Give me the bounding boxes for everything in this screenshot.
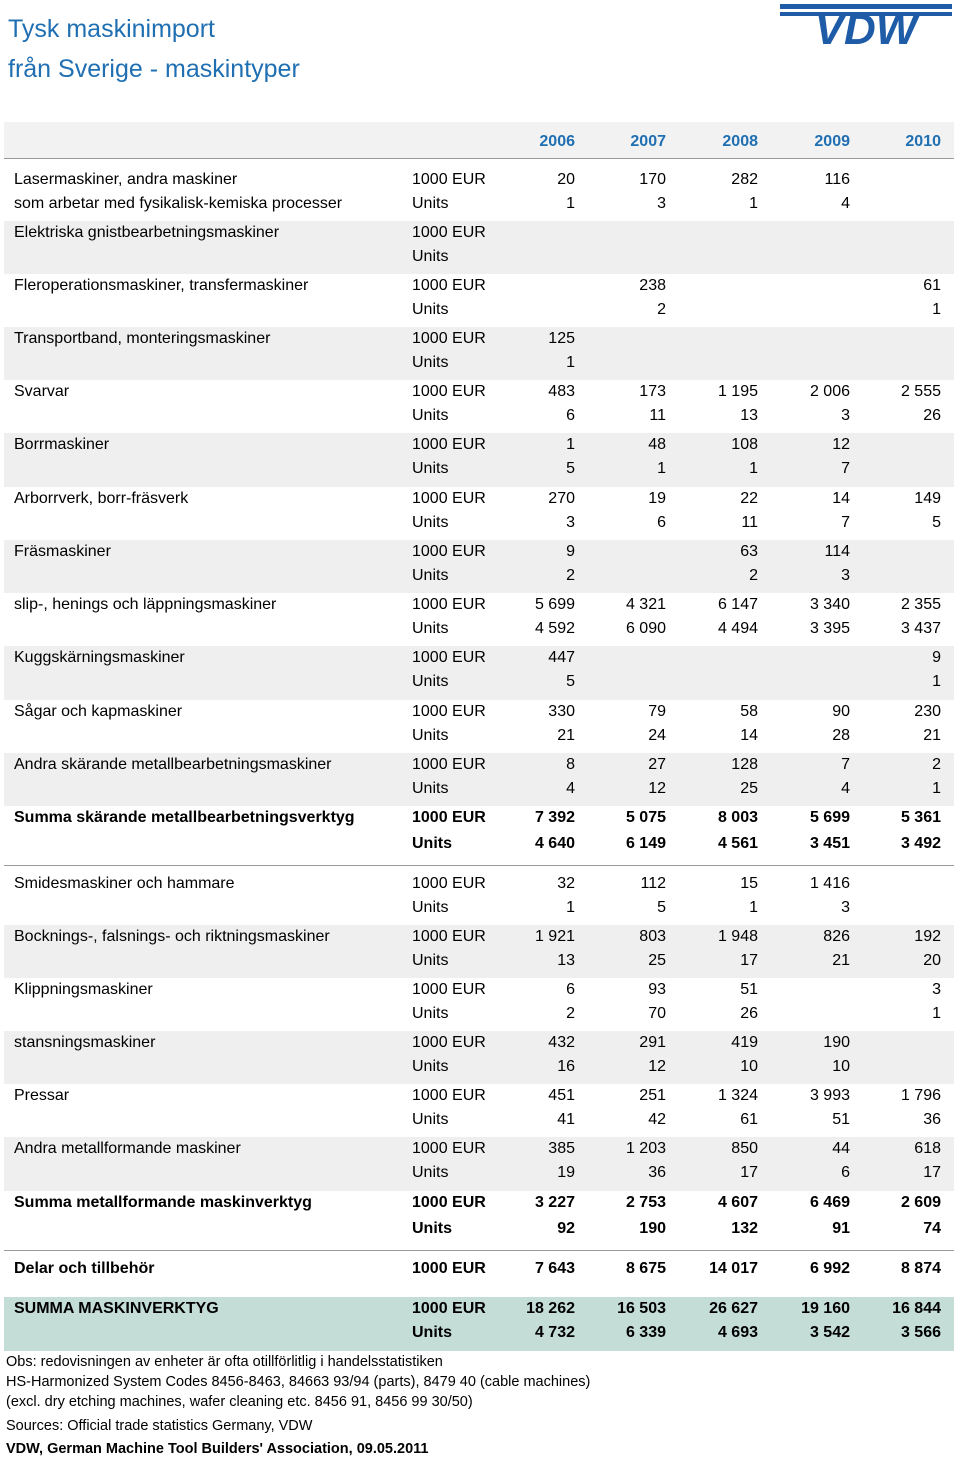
value-cell-2006: 18 262 [526, 1300, 575, 1317]
table-row [4, 593, 954, 646]
value-cell-2008: 1 [749, 195, 758, 212]
value-cell-2008: 11 [741, 514, 758, 531]
value-cell-2006: 7 392 [534, 809, 575, 826]
value-cell-2010: 5 [932, 514, 941, 531]
table-row [4, 380, 954, 433]
unit-units: Units [412, 835, 452, 852]
value-cell-2007: 16 503 [617, 1300, 666, 1317]
unit-units: Units [412, 1005, 449, 1022]
table-row [4, 433, 954, 487]
table-row [4, 646, 954, 700]
value-cell-2009: 116 [824, 171, 850, 188]
unit-units: Units [412, 727, 449, 744]
row-label: Bocknings-, falsnings- och riktningsmaskiner [14, 928, 330, 945]
value-cell-2010: 3 437 [900, 620, 941, 637]
value-cell-2008: 17 [740, 952, 758, 969]
value-cell-2009: 826 [823, 928, 850, 945]
value-cell-2009: 114 [824, 543, 850, 560]
value-cell-2010: 17 [923, 1164, 941, 1181]
value-cell-2008: 132 [731, 1220, 758, 1237]
value-cell-2006: 2 [566, 1005, 575, 1022]
value-cell-2008: 2 [749, 567, 758, 584]
unit-units: Units [412, 899, 449, 916]
value-cell-2006: 13 [557, 952, 575, 969]
unit-eur: 1000 EUR [412, 928, 486, 945]
value-cell-2006: 330 [548, 703, 575, 720]
value-cell-2008: 1 324 [717, 1087, 758, 1104]
value-cell-2008: 1 948 [717, 928, 758, 945]
value-cell-2006: 5 [566, 673, 575, 690]
value-cell-2008: 58 [740, 703, 758, 720]
value-cell-2006: 1 [566, 354, 575, 371]
value-cell-2006: 4 640 [534, 835, 575, 852]
value-cell-2006: 5 699 [534, 596, 575, 613]
value-cell-2007: 803 [639, 928, 666, 945]
unit-units: Units [412, 1164, 449, 1181]
value-cell-2010: 1 796 [900, 1087, 941, 1104]
row-label: Smidesmaskiner och hammare [14, 875, 235, 892]
unit-units: Units [412, 301, 449, 318]
value-cell-2009: 5 699 [809, 809, 850, 826]
value-cell-2007: 291 [639, 1034, 666, 1051]
value-cell-2006: 41 [557, 1111, 575, 1128]
value-cell-2006: 385 [548, 1140, 575, 1157]
value-cell-2009: 3 542 [809, 1324, 850, 1341]
sources: Sources: Official trade statistics Germany, VDW [6, 1418, 313, 1434]
unit-units: Units [412, 1111, 449, 1128]
value-cell-2009: 4 [841, 195, 850, 212]
table-row [4, 978, 954, 1031]
unit-eur: 1000 EUR [412, 490, 486, 507]
unit-units: Units [412, 354, 449, 371]
table-row [4, 753, 954, 806]
value-cell-2008: 1 195 [717, 383, 758, 400]
value-cell-2009: 3 451 [809, 835, 850, 852]
row-label: Summa metallformande maskinverktyg [14, 1194, 312, 1211]
value-cell-2006: 2 [566, 567, 575, 584]
table-row [4, 540, 954, 593]
table-row [4, 1137, 954, 1191]
value-cell-2009: 44 [832, 1140, 850, 1157]
vdw-logo-text: VDW [814, 5, 918, 46]
value-cell-2006: 4 732 [534, 1324, 575, 1341]
note-line: HS-Harmonized System Codes 8456-8463, 84663 93/94 (parts), 8479 40 (cable machines) [6, 1374, 591, 1390]
value-cell-2010: 230 [914, 703, 941, 720]
value-cell-2008: 1 [749, 460, 758, 477]
unit-eur: 1000 EUR [412, 543, 486, 560]
value-cell-2006: 5 [566, 460, 575, 477]
value-cell-2008: 4 693 [717, 1324, 758, 1341]
unit-eur: 1000 EUR [412, 1087, 486, 1104]
value-cell-2008: 15 [740, 875, 758, 892]
value-cell-2009: 1 416 [809, 875, 850, 892]
value-cell-2006: 3 [566, 514, 575, 531]
table-row [4, 925, 954, 978]
value-cell-2010: 2 609 [900, 1194, 941, 1211]
table-row [4, 1191, 954, 1251]
value-cell-2009: 190 [823, 1034, 850, 1051]
value-cell-2008: 850 [731, 1140, 758, 1157]
value-cell-2008: 61 [740, 1111, 758, 1128]
value-cell-2010: 3 566 [900, 1324, 941, 1341]
unit-units: Units [412, 407, 449, 424]
value-cell-2006: 7 643 [534, 1260, 575, 1277]
value-cell-2010: 8 874 [900, 1260, 941, 1277]
value-cell-2009: 7 [841, 756, 850, 773]
value-cell-2007: 6 090 [625, 620, 666, 637]
footer: VDW, German Machine Tool Builders' Association, 09.05.2011 [6, 1441, 429, 1457]
value-cell-2009: 2 006 [809, 383, 850, 400]
unit-units: Units [412, 195, 449, 212]
unit-units: Units [412, 460, 449, 477]
value-cell-2006: 19 [557, 1164, 575, 1181]
table-row [4, 1031, 954, 1084]
row-label: Andra skärande metallbearbetningsmaskiner [14, 756, 332, 773]
value-cell-2008: 51 [740, 981, 758, 998]
unit-units: Units [412, 514, 449, 531]
value-cell-2010: 61 [923, 277, 941, 294]
value-cell-2009: 10 [832, 1058, 850, 1075]
value-cell-2006: 4 [566, 780, 575, 797]
value-cell-2008: 63 [740, 543, 758, 560]
unit-eur: 1000 EUR [412, 224, 486, 241]
value-cell-2007: 27 [648, 756, 666, 773]
row-label-continued: som arbetar med fysikalisk-kemiska processer [14, 195, 343, 212]
value-cell-2008: 10 [740, 1058, 758, 1075]
row-label: Andra metallformande maskiner [14, 1140, 241, 1157]
value-cell-2007: 12 [648, 780, 666, 797]
unit-units: Units [412, 1220, 452, 1237]
row-label: Summa skärande metallbearbetningsverktyg [14, 809, 355, 826]
unit-eur: 1000 EUR [412, 649, 486, 666]
year-header [4, 122, 954, 159]
page-title: Tysk maskinimport [8, 15, 215, 43]
value-cell-2009: 3 [841, 407, 850, 424]
unit-eur: 1000 EUR [412, 1300, 486, 1317]
value-cell-2009: 12 [832, 436, 850, 453]
value-cell-2010: 5 361 [900, 809, 941, 826]
value-cell-2010: 74 [923, 1220, 941, 1237]
year-2006: 2006 [539, 133, 575, 150]
unit-eur: 1000 EUR [412, 1034, 486, 1051]
value-cell-2007: 190 [639, 1220, 666, 1237]
value-cell-2006: 20 [557, 171, 575, 188]
unit-eur: 1000 EUR [412, 1194, 486, 1211]
value-cell-2006: 1 [566, 195, 575, 212]
value-cell-2006: 483 [548, 383, 575, 400]
unit-units: Units [412, 952, 449, 969]
value-cell-2010: 20 [923, 952, 941, 969]
value-cell-2010: 2 555 [900, 383, 941, 400]
year-2007: 2007 [630, 133, 666, 150]
value-cell-2010: 2 [932, 756, 941, 773]
row-label: Fleroperationsmaskiner, transfermaskiner [14, 277, 309, 294]
value-cell-2010: 192 [914, 928, 941, 945]
value-cell-2008: 4 494 [717, 620, 758, 637]
value-cell-2007: 6 149 [625, 835, 666, 852]
value-cell-2007: 1 [657, 460, 666, 477]
year-2008: 2008 [722, 133, 758, 150]
unit-eur: 1000 EUR [412, 981, 486, 998]
unit-eur: 1000 EUR [412, 875, 486, 892]
row-label: Fräsmaskiner [14, 543, 111, 560]
value-cell-2007: 48 [648, 436, 666, 453]
vdw-logo [780, 2, 952, 46]
value-cell-2006: 4 592 [534, 620, 575, 637]
value-cell-2009: 19 160 [801, 1300, 850, 1317]
table-row [4, 327, 954, 380]
table-row [4, 274, 954, 327]
unit-units: Units [412, 620, 449, 637]
row-label: Sågar och kapmaskiner [14, 703, 183, 720]
value-cell-2006: 3 227 [534, 1194, 575, 1211]
value-cell-2009: 3 993 [809, 1087, 850, 1104]
table-row [4, 700, 954, 753]
value-cell-2006: 9 [566, 543, 575, 560]
value-cell-2008: 13 [740, 407, 758, 424]
value-cell-2008: 8 003 [717, 809, 758, 826]
row-label: Elektriska gnistbearbetningsmaskiner [14, 224, 280, 241]
value-cell-2007: 79 [648, 703, 666, 720]
value-cell-2008: 17 [740, 1164, 758, 1181]
value-cell-2007: 12 [648, 1058, 666, 1075]
table-row [4, 487, 954, 540]
unit-units: Units [412, 1058, 449, 1075]
value-cell-2008: 25 [740, 780, 758, 797]
value-cell-2010: 149 [914, 490, 941, 507]
value-cell-2007: 36 [648, 1164, 666, 1181]
row-label: Arborrverk, borr-fräsverk [14, 490, 189, 507]
unit-eur: 1000 EUR [412, 703, 486, 720]
row-label: Lasermaskiner, andra maskiner [14, 171, 238, 188]
value-cell-2006: 1 [566, 899, 575, 916]
value-cell-2009: 3 [841, 899, 850, 916]
value-cell-2010: 1 [932, 780, 941, 797]
unit-units: Units [412, 780, 449, 797]
value-cell-2009: 7 [841, 460, 850, 477]
value-cell-2007: 112 [640, 875, 666, 892]
value-cell-2010: 618 [914, 1140, 941, 1157]
value-cell-2007: 5 075 [625, 809, 666, 826]
value-cell-2007: 93 [648, 981, 666, 998]
value-cell-2006: 6 [566, 981, 575, 998]
table-row [4, 1257, 954, 1291]
table-row [4, 168, 954, 221]
unit-units: Units [412, 567, 449, 584]
value-cell-2009: 7 [841, 514, 850, 531]
value-cell-2006: 1 [566, 436, 575, 453]
value-cell-2006: 6 [566, 407, 575, 424]
year-2010: 2010 [905, 133, 941, 150]
value-cell-2007: 6 [657, 514, 666, 531]
table-row [4, 1084, 954, 1137]
value-cell-2006: 16 [557, 1058, 575, 1075]
row-label: Transportband, monteringsmaskiner [14, 330, 271, 347]
value-cell-2009: 91 [832, 1220, 850, 1237]
value-cell-2008: 14 [740, 727, 758, 744]
value-cell-2007: 3 [657, 195, 666, 212]
value-cell-2010: 9 [932, 649, 941, 666]
value-cell-2010: 36 [923, 1111, 941, 1128]
value-cell-2010: 2 355 [900, 596, 941, 613]
row-label: Borrmaskiner [14, 436, 110, 453]
unit-units: Units [412, 673, 449, 690]
value-cell-2007: 19 [648, 490, 666, 507]
value-cell-2007: 70 [648, 1005, 666, 1022]
table-row [4, 806, 954, 866]
unit-eur: 1000 EUR [412, 383, 486, 400]
value-cell-2009: 90 [832, 703, 850, 720]
value-cell-2006: 125 [548, 330, 575, 347]
value-cell-2007: 2 [657, 301, 666, 318]
table-row [4, 221, 954, 274]
unit-eur: 1000 EUR [412, 436, 486, 453]
value-cell-2010: 16 844 [892, 1300, 941, 1317]
value-cell-2007: 173 [639, 383, 666, 400]
value-cell-2006: 32 [557, 875, 575, 892]
value-cell-2008: 14 017 [709, 1260, 758, 1277]
value-cell-2008: 282 [731, 171, 758, 188]
value-cell-2009: 6 992 [809, 1260, 850, 1277]
value-cell-2010: 21 [923, 727, 941, 744]
value-cell-2009: 3 340 [809, 596, 850, 613]
unit-eur: 1000 EUR [412, 1260, 486, 1277]
value-cell-2010: 3 492 [900, 835, 941, 852]
value-cell-2009: 28 [832, 727, 850, 744]
unit-eur: 1000 EUR [412, 756, 486, 773]
value-cell-2010: 1 [932, 1005, 941, 1022]
value-cell-2009: 51 [832, 1111, 850, 1128]
value-cell-2007: 1 203 [625, 1140, 666, 1157]
value-cell-2007: 6 339 [625, 1324, 666, 1341]
value-cell-2010: 1 [932, 673, 941, 690]
value-cell-2008: 6 147 [717, 596, 758, 613]
value-cell-2007: 4 321 [625, 596, 666, 613]
value-cell-2006: 451 [548, 1087, 575, 1104]
unit-units: Units [412, 248, 449, 265]
notes [6, 1352, 590, 1412]
value-cell-2007: 8 675 [625, 1260, 666, 1277]
value-cell-2007: 251 [639, 1087, 666, 1104]
value-cell-2008: 22 [740, 490, 758, 507]
unit-units: Units [412, 1324, 452, 1341]
value-cell-2006: 270 [548, 490, 575, 507]
row-label: Pressar [14, 1087, 70, 1104]
row-label: Svarvar [14, 383, 70, 400]
value-cell-2010: 1 [932, 301, 941, 318]
value-cell-2006: 8 [566, 756, 575, 773]
data-table [4, 168, 954, 1351]
row-label: Kuggskärningsmaskiner [14, 649, 185, 666]
row-label: Klippningsmaskiner [14, 981, 153, 998]
row-label: SUMMA MASKINVERKTYG [14, 1300, 219, 1317]
unit-eur: 1000 EUR [412, 596, 486, 613]
note-line: (excl. dry etching machines, wafer cleaning etc. 8456 91, 8456 99 30/50) [6, 1394, 473, 1410]
value-cell-2008: 26 [740, 1005, 758, 1022]
value-cell-2007: 2 753 [625, 1194, 666, 1211]
value-cell-2008: 4 561 [717, 835, 758, 852]
unit-eur: 1000 EUR [412, 171, 486, 188]
unit-eur: 1000 EUR [412, 277, 486, 294]
page-subtitle: från Sverige - maskintyper [8, 55, 300, 83]
value-cell-2009: 3 395 [809, 620, 850, 637]
table-row [4, 872, 954, 925]
value-cell-2008: 1 [749, 899, 758, 916]
value-cell-2007: 170 [639, 171, 666, 188]
unit-eur: 1000 EUR [412, 809, 486, 826]
value-cell-2007: 238 [639, 277, 666, 294]
value-cell-2009: 3 [841, 567, 850, 584]
value-cell-2006: 447 [548, 649, 575, 666]
value-cell-2008: 4 607 [717, 1194, 758, 1211]
value-cell-2009: 21 [832, 952, 850, 969]
value-cell-2007: 5 [657, 899, 666, 916]
year-2009: 2009 [814, 133, 850, 150]
row-label: stansningsmaskiner [14, 1034, 156, 1051]
value-cell-2007: 42 [648, 1111, 666, 1128]
value-cell-2007: 24 [648, 727, 666, 744]
value-cell-2009: 14 [832, 490, 850, 507]
value-cell-2009: 6 469 [809, 1194, 850, 1211]
value-cell-2006: 1 921 [534, 928, 575, 945]
value-cell-2006: 21 [557, 727, 575, 744]
value-cell-2008: 128 [731, 756, 758, 773]
table-row [4, 1297, 954, 1351]
value-cell-2006: 432 [548, 1034, 575, 1051]
value-cell-2008: 108 [731, 436, 758, 453]
value-cell-2009: 6 [841, 1164, 850, 1181]
value-cell-2009: 4 [841, 780, 850, 797]
row-label: slip-, henings och läppningsmaskiner [14, 596, 277, 613]
row-label: Delar och tillbehör [14, 1260, 155, 1277]
value-cell-2007: 25 [648, 952, 666, 969]
value-cell-2007: 11 [649, 407, 666, 424]
note-line: Obs: redovisningen av enheter är ofta otillförlitlig i handelsstatistiken [6, 1354, 443, 1370]
value-cell-2006: 92 [557, 1220, 575, 1237]
value-cell-2010: 26 [923, 407, 941, 424]
value-cell-2010: 3 [932, 981, 941, 998]
value-cell-2008: 419 [731, 1034, 758, 1051]
value-cell-2008: 26 627 [709, 1300, 758, 1317]
unit-eur: 1000 EUR [412, 1140, 486, 1157]
unit-eur: 1000 EUR [412, 330, 486, 347]
